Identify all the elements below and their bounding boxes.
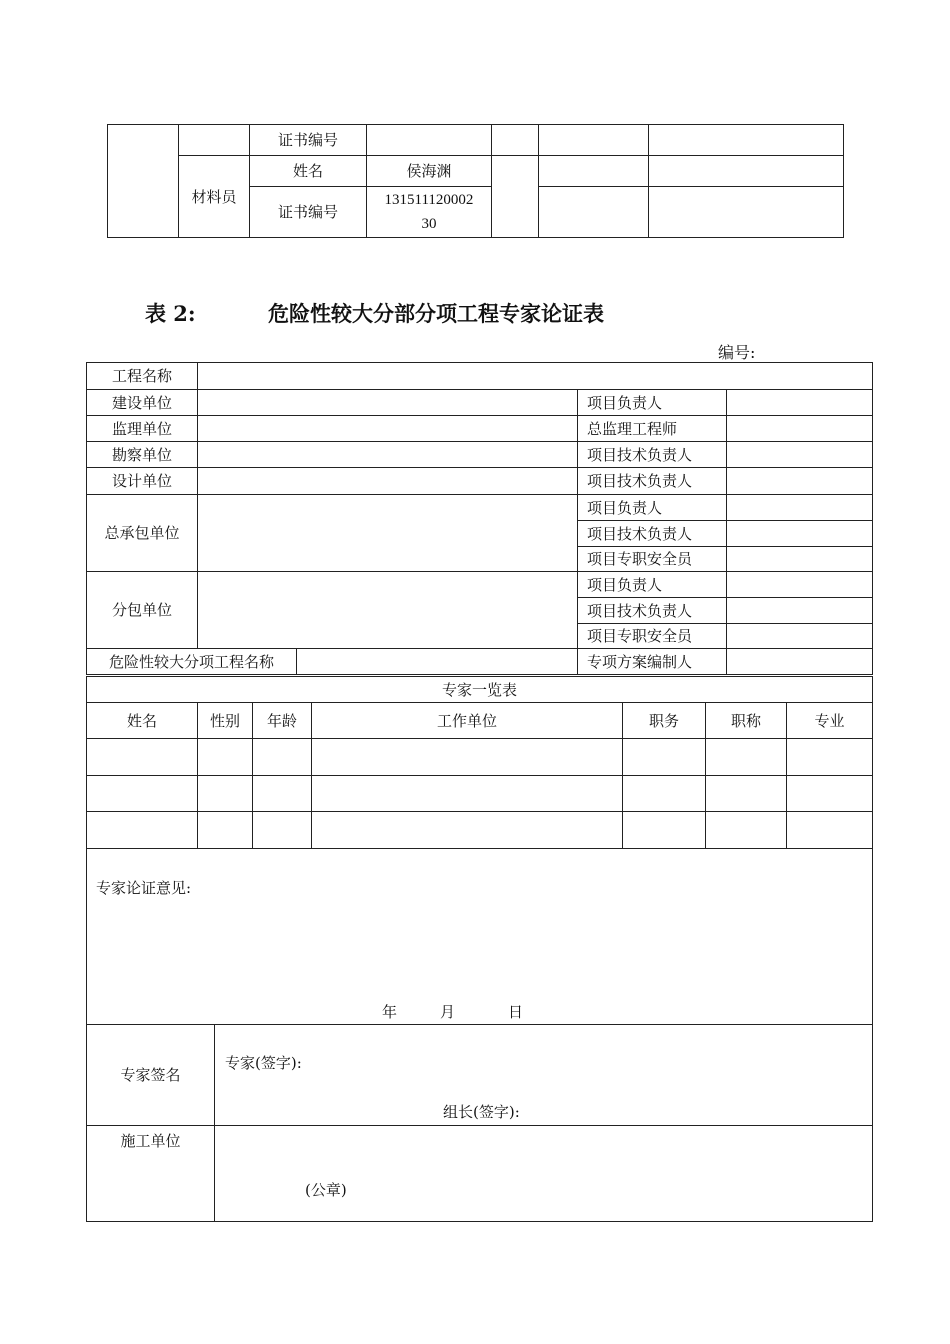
survey-label: 勘察单位 <box>87 442 198 468</box>
expert-cell[interactable] <box>312 739 623 776</box>
name-value: 侯海渊 <box>367 156 492 187</box>
builder-role-field[interactable] <box>727 390 873 416</box>
survey-role-label: 项目技术负责人 <box>578 442 727 468</box>
construction-cell[interactable] <box>215 1126 873 1222</box>
expert-cell[interactable] <box>87 812 198 849</box>
expert-cell[interactable] <box>787 739 873 776</box>
gc-role-label: 项目专职安全员 <box>578 547 727 572</box>
expert-cell[interactable] <box>623 776 706 812</box>
col-header: 职称 <box>706 703 787 739</box>
design-role-field[interactable] <box>727 468 873 495</box>
sub-role-field[interactable] <box>727 572 873 598</box>
col-header: 工作单位 <box>312 703 623 739</box>
cert-no-value <box>367 125 492 156</box>
role-cell: 材料员 <box>179 156 250 238</box>
sub-role-label: 项目技术负责人 <box>578 598 727 624</box>
gc-role-label: 项目技术负责人 <box>578 521 727 547</box>
general-contractor-field[interactable] <box>198 495 578 572</box>
sub-role-field[interactable] <box>727 624 873 649</box>
builder-field[interactable] <box>198 390 578 416</box>
blank-cell <box>539 187 649 238</box>
project-name-label: 工程名称 <box>87 363 198 390</box>
signature-cell[interactable] <box>215 1025 873 1126</box>
gc-role-field[interactable] <box>727 547 873 572</box>
plan-author-label: 专项方案编制人 <box>578 649 727 675</box>
col-header: 专业 <box>787 703 873 739</box>
supervisor-role-field[interactable] <box>727 416 873 442</box>
expert-cell[interactable] <box>787 776 873 812</box>
builder-label: 建设单位 <box>87 390 198 416</box>
supervisor-label: 监理单位 <box>87 416 198 442</box>
project-name-field[interactable] <box>198 363 873 390</box>
seal-label: (公章) <box>305 1181 347 1199</box>
design-role-label: 项目技术负责人 <box>578 468 727 495</box>
expert-cell[interactable] <box>312 812 623 849</box>
cert-value-line2: 30 <box>421 216 437 232</box>
expert-cell[interactable] <box>87 776 198 812</box>
gc-role-label: 项目负责人 <box>578 495 727 521</box>
day-label: 日 <box>508 1003 524 1021</box>
expert-cell[interactable] <box>623 812 706 849</box>
month-label: 月 <box>440 1003 456 1021</box>
construction-unit-label <box>87 1126 215 1222</box>
blank-cell <box>649 156 844 187</box>
supervisor-field[interactable] <box>198 416 578 442</box>
blank-cell <box>649 125 844 156</box>
blank-cell <box>492 156 539 238</box>
survey-field[interactable] <box>198 442 578 468</box>
form-title: 危险性较大分部分项工程专家论证表 <box>268 301 604 326</box>
construction-unit-text: 施工单位 <box>120 1132 181 1150</box>
builder-role-label: 项目负责人 <box>578 390 727 416</box>
survey-role-field[interactable] <box>727 442 873 468</box>
name-label: 姓名 <box>250 156 367 187</box>
col-header: 年龄 <box>253 703 312 739</box>
table-label: 表 2: <box>145 301 196 326</box>
sub-role-label: 项目专职安全员 <box>578 624 727 649</box>
cert-no-value <box>367 187 492 238</box>
gc-role-field[interactable] <box>727 495 873 521</box>
table-row <box>87 812 873 849</box>
blank-cell <box>539 156 649 187</box>
cert-no-label: 证书编号 <box>250 187 367 238</box>
year-label: 年 <box>382 1003 398 1021</box>
expert-cell[interactable] <box>253 776 312 812</box>
signature-label: 专家签名 <box>87 1025 215 1126</box>
expert-cell[interactable] <box>787 812 873 849</box>
general-contractor-label: 总承包单位 <box>87 495 198 572</box>
staff-table <box>107 124 844 238</box>
expert-cell[interactable] <box>198 812 253 849</box>
blank-cell <box>108 125 179 238</box>
hazard-project-name-label: 危险性较大分项工程名称 <box>87 649 297 675</box>
expert-cell[interactable] <box>198 739 253 776</box>
expert-cell[interactable] <box>623 739 706 776</box>
expert-cell[interactable] <box>253 812 312 849</box>
expert-cell[interactable] <box>198 776 253 812</box>
col-header: 姓名 <box>87 703 198 739</box>
subcontractor-label: 分包单位 <box>87 572 198 649</box>
expert-list-table <box>86 676 873 849</box>
opinion-table <box>86 848 873 1222</box>
expert-cell[interactable] <box>706 776 787 812</box>
col-header: 性别 <box>198 703 253 739</box>
col-header: 职务 <box>623 703 706 739</box>
expert-cell[interactable] <box>312 776 623 812</box>
leader-sign-label: 组长(签字): <box>443 1103 520 1121</box>
sub-role-label: 项目负责人 <box>578 572 727 598</box>
cert-value-line1: 131511120002 <box>384 192 474 208</box>
table-row <box>87 776 873 812</box>
hazard-project-name-field[interactable] <box>297 649 578 675</box>
blank-cell <box>492 125 539 156</box>
opinion-cell[interactable] <box>87 849 873 1025</box>
blank-cell <box>539 125 649 156</box>
expert-cell[interactable] <box>706 812 787 849</box>
opinion-label: 专家论证意见: <box>96 879 192 897</box>
expert-cell[interactable] <box>87 739 198 776</box>
subcontractor-field[interactable] <box>198 572 578 649</box>
supervisor-role-label: 总监理工程师 <box>578 416 727 442</box>
design-field[interactable] <box>198 468 578 495</box>
blank-cell <box>179 125 250 156</box>
expert-sign-label: 专家(签字): <box>225 1054 302 1072</box>
gc-role-field[interactable] <box>727 521 873 547</box>
design-label: 设计单位 <box>87 468 198 495</box>
cert-no-label: 证书编号 <box>250 125 367 156</box>
blank-cell <box>649 187 844 238</box>
expert-list-heading: 专家一览表 <box>87 677 873 703</box>
number-label: 编号: <box>718 343 756 362</box>
project-info-table <box>86 362 873 675</box>
expert-cell[interactable] <box>706 739 787 776</box>
plan-author-field[interactable] <box>727 649 873 675</box>
sub-role-field[interactable] <box>727 598 873 624</box>
table-row <box>87 739 873 776</box>
expert-cell[interactable] <box>253 739 312 776</box>
